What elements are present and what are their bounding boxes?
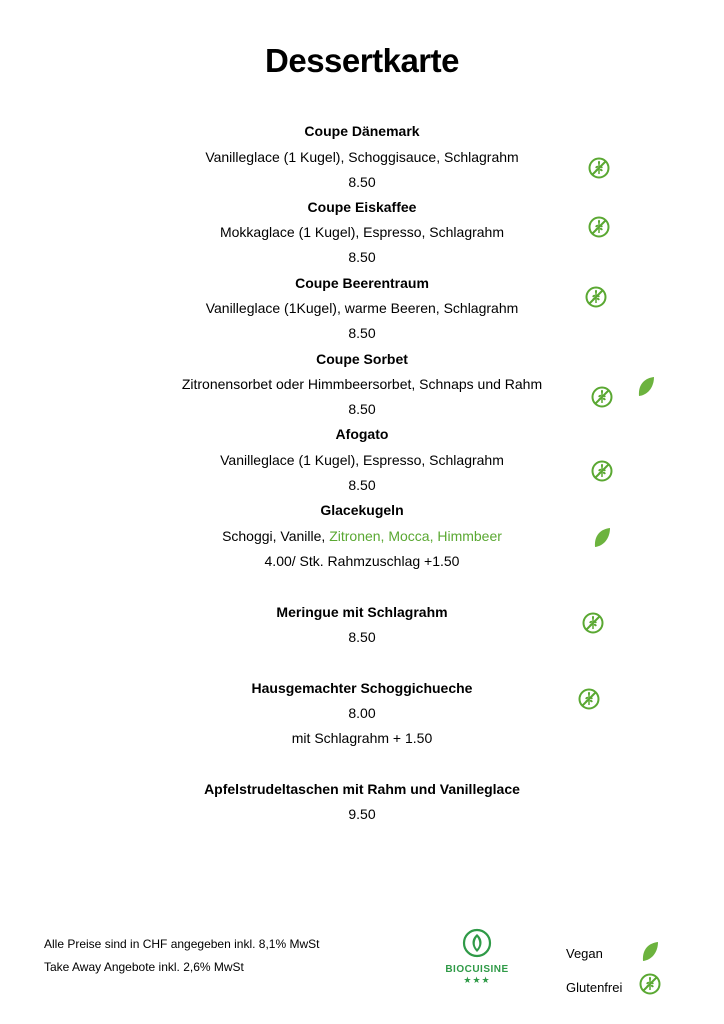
gluten-free-icon: [590, 385, 614, 409]
item-price: 4.00/ Stk. Rahmzuschlag +1.50: [264, 553, 460, 569]
gluten-free-icon: [587, 156, 611, 180]
item-name: Coupe Beerentraum: [295, 275, 429, 291]
item-name: Glacekugeln: [320, 502, 404, 518]
item-name: Apfelstrudeltaschen mit Rahm und Vanilleglace: [204, 781, 520, 797]
item-price: 8.50: [348, 325, 376, 341]
legend-vegan-label: Vegan: [566, 946, 603, 961]
item-name: Coupe Eiskaffee: [307, 199, 417, 215]
item-price: 8.50: [348, 249, 376, 265]
item-price: 8.50: [348, 629, 376, 645]
item-price: 9.50: [348, 806, 376, 822]
item-price: 8.50: [348, 174, 376, 190]
item-description: [0, 527, 724, 545]
gluten-free-icon: [590, 459, 614, 483]
item-description: Mokkaglace (1 Kugel), Espresso, Schlagrahm: [219, 224, 505, 240]
item-price: 8.00: [348, 705, 376, 721]
leaf-icon: [634, 375, 658, 399]
gluten-free-icon: [577, 687, 601, 711]
item-description-plain: Schoggi, Vanille,: [222, 528, 330, 544]
leaf-icon: [590, 526, 614, 550]
biocuisine-emblem-icon: [462, 928, 492, 958]
item-name: Afogato: [335, 426, 389, 442]
item-price: 8.50: [348, 401, 376, 417]
item-description: Vanilleglace (1 Kugel), Espresso, Schlagrahm: [220, 452, 504, 468]
biocuisine-logo: [428, 928, 526, 1008]
item-description: Vanilleglace (1 Kugel), Schoggisauce, Schlagrahm: [205, 149, 519, 165]
page-title: Dessertkarte: [265, 42, 459, 79]
item-name: Coupe Sorbet: [316, 351, 408, 367]
logo-text: BIOCUISINE: [445, 964, 509, 975]
logo-stars: ★★★: [463, 975, 491, 985]
item-price: 8.50: [348, 477, 376, 493]
item-name: Meringue mit Schlagrahm: [276, 604, 448, 620]
gluten-free-icon: [581, 611, 605, 635]
gluten-free-icon: [587, 215, 611, 239]
item-description: Vanilleglace (1Kugel), warme Beeren, Schlagrahm: [205, 300, 519, 316]
gluten-free-icon: [584, 285, 608, 309]
legend-gluten-free-label: Glutenfrei: [566, 980, 623, 995]
takeaway-note: Take Away Angebote inkl. 2,6% MwSt: [44, 960, 244, 974]
item-name: Hausgemachter Schoggichueche: [251, 680, 473, 696]
item-extra: mit Schlagrahm + 1.50: [291, 730, 433, 746]
item-name: Coupe Dänemark: [304, 123, 420, 139]
leaf-icon: [638, 940, 662, 964]
item-description-vegan: Zitronen, Mocca, Himmbeer: [329, 528, 502, 544]
gluten-free-icon: [638, 972, 662, 996]
price-note: Alle Preise sind in CHF angegeben inkl. 8,1% MwSt: [44, 937, 320, 951]
item-description: Zitronensorbet oder Himmbeersorbet, Schnaps und Rahm: [181, 376, 543, 392]
